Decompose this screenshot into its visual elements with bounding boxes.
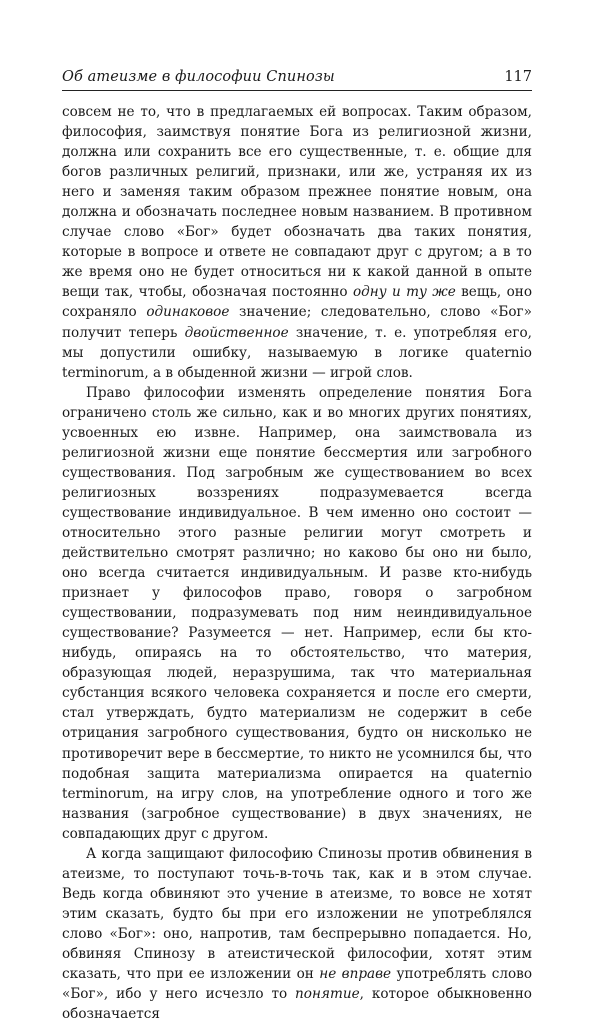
paragraph (62, 102, 532, 383)
text-run: Право философии изменять определение понятия Бога ограничено столь же сильно, как и во многих других понятиях, усвоенных ею извне. Например, она заимствовала из религиозной жизни еще понятие бессмертия или загробного существования. Под загробным же существованием во всех религиозных воззрениях подразумевается всегда существование индивидуальное. В чем именно оно состоит — относительно этого разные религии могут смотреть и действительно смотрят различно; но каково бы оно ни было, оно всегда считается индивидуальным. И разве кто-нибудь признает у философов право, говоря о загробном существовании, подразумевать под ним неиндивидуальное существование? Разумеется — нет. Например, если бы кто-нибудь, опираясь на то обстоятельство, что материя, образующая людей, неразрушима, так что материальная субстанция всякого человека сохраняется и после его смерти, стал утверждать, будто материализм не содержит в себе отрицания загробного существования, будто он нисколько не противоречит вере в бессмертие, то никто не усомнился бы, что подобная защита материализма опирается на quaternio terminorum, на игру слов, на употребление одного и того же названия (загробное существование) в двух значениях, не совпадающих друг с другом. (62, 384, 532, 842)
paragraph (62, 383, 532, 844)
emphasized-text: одну и ту же (352, 284, 456, 301)
body-text (62, 102, 532, 1024)
page-number: 117 (504, 69, 532, 85)
running-header (62, 68, 532, 91)
text-run: , которое обыкновенно обозначается (62, 986, 532, 1023)
text-run: совсем не то, что в предлагаемых ей вопросах. Таким образом, философия, заимствуя понятие Бога из религиозной жизни, должна или сохранить все его существенные, т. е. общие для богов различных религий, признаки, или же, устраняя их из него и заменяя таким образом прежнее понятие новым, она должна и обозначать последнее новым названием. В противном случае слово «Бог» будет обозначать два таких понятия, которые в вопросе и ответе не совпадают друг с другом; а в то же время оно не будет относиться ни к какой данной в опыте вещи так, чтобы, обозначая постоянно (62, 104, 532, 301)
running-title: Об атеизме в философии Спинозы (62, 69, 335, 85)
text-run: значение, т. е. употребляя его, мы допустили ошибку, называемую в логике quaternio terminorum, а в обыденной жизни — игрой слов. (62, 324, 532, 381)
emphasized-text: понятие (295, 986, 360, 1003)
text-run: А когда защищают философию Спинозы против обвинения в атеизме, то поступают точь-в-точь так, как и в этом случае. Ведь когда обвиняют это учение в атеизме, то вовсе не хотят этим сказать, будто бы при его изложении не употреблялся слово «Бог»: оно, напротив, там беспрерывно попадается. Но, обвиняя Спинозу в атеистической философии, хотят этим сказать, что при ее изложении он (62, 845, 532, 983)
text-run: употреблять слово «Бог», ибо у него исчезло то (62, 966, 533, 1003)
emphasized-text: не вправе (319, 966, 392, 983)
paragraph (62, 844, 532, 1024)
text-run: значение; следовательно, слово «Бог» получит теперь (62, 304, 532, 341)
emphasized-text: одинаковое (146, 304, 230, 321)
text-run: вещь, оно сохраняло (62, 284, 532, 321)
emphasized-text: двойственное (184, 324, 289, 341)
